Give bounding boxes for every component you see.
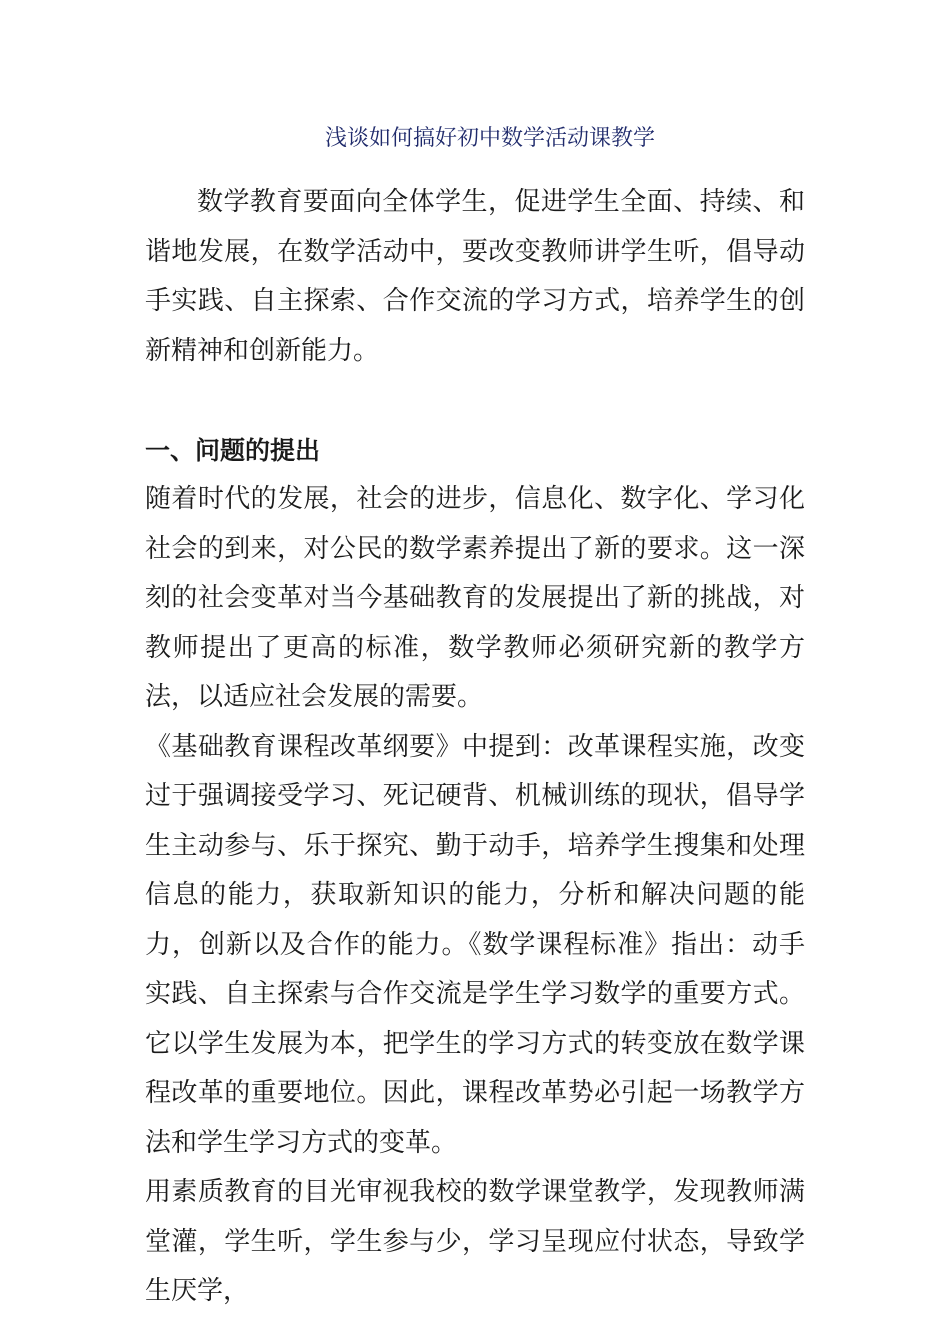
document-title: 浅谈如何搞好初中数学活动课教学	[324, 126, 655, 151]
body-paragraph-2: 《基础教育课程改革纲要》中提到：改革课程实施，改变过于强调接受学习、死记硬背、机械训练的现状，倡导学生主动参与、乐于探究、勤于动手，培养学生搜集和处理信息的能力，获取新知识的能力，分析和解决问题的能力，创新以及合作的能力。《数学课程标准》指出：动手实践、自主探索与合作交流是学生学习数学的重要方式。它以学生发展为本，把学生的学习方式的转变放在数学课程改革的重要地位。因此，课程改革势必引起一场教学方法和学生学习方式的变革。	[145, 731, 805, 1158]
intro-paragraph: 数学教育要面向全体学生，促进学生全面、持续、和谐地发展，在数学活动中，要改变教师讲学生听，倡导动手实践、自主探索、合作交流的学习方式，培养学生的创新精神和创新能力。	[145, 187, 805, 366]
section-heading: 一、问题的提出	[145, 435, 321, 465]
document-body	[145, 178, 805, 1317]
body-paragraph-3: 用素质教育的目光审视我校的数学课堂教学，发现教师满堂灌，学生听，学生参与少，学习呈现应付状态，导致学生厌学，	[145, 1177, 805, 1306]
body-paragraph-1: 随着时代的发展，社会的进步，信息化、数字化、学习化社会的到来，对公民的数学素养提出了新的要求。这一深刻的社会变革对当今基础教育的发展提出了新的挑战，对教师提出了更高的标准，数学教师必须研究新的教学方法，以适应社会发展的需要。	[145, 484, 805, 712]
